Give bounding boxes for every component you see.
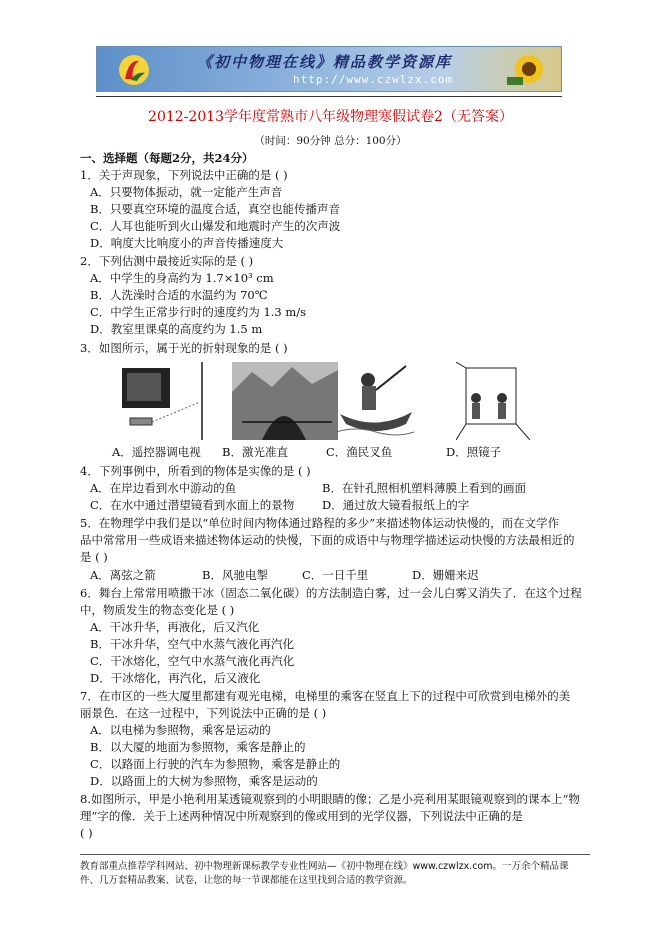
document-title: 2012-2013学年度常熟市八年级物理寒假试卷2（无答案） — [148, 109, 513, 125]
question-1-option-c: C．人耳也能听到火山爆发和地震时产生的次声波 — [90, 219, 341, 233]
question-7-line-1: 7．在市区的一些大厦里都建有观光电梯，电梯里的乘客在竖直上下的过程中可欣赏到电梯外的美 — [80, 689, 571, 703]
question-6-option-b: B．干冰升华，空气中水蒸气液化再汽化 — [90, 637, 294, 651]
fisherman-illustration-icon — [336, 362, 414, 440]
question-6-line-1: 6．舞台上常常用喷撒干冰（固态二氧化碳）的方法制造白雾，过一会儿白雾又消失了．在这个过程 — [80, 586, 582, 600]
banner-url[interactable]: http://www.czwlzx.com — [293, 73, 454, 86]
question-6-option-a: A．干冰升华，再液化，后又汽化 — [90, 620, 260, 634]
footer-line-1: 教育部重点推荐学科网站、初中物理新课标教学专业性网站—《初中物理在线》www.czwlzx.com。一万余个精品课 — [80, 861, 569, 872]
site-logo-icon — [117, 53, 151, 87]
page-footer — [80, 860, 590, 888]
question-6-option-c: C．干冰熔化，空气中水蒸气液化再汽化 — [90, 654, 295, 668]
question-5-option-d: D．姗姗来迟 — [412, 568, 479, 582]
site-banner[interactable] — [96, 46, 562, 92]
question-5-option-a: A．离弦之箭 — [90, 568, 156, 582]
question-2-option-a: A．中学生的身高约为 1.7×10³ cm — [90, 271, 274, 285]
banner-title: 《初中物理在线》精品教学资源库 — [197, 53, 453, 71]
question-2-option-c: C．中学生正常步行时的速度约为 1.3 m/s — [90, 305, 307, 319]
question-8-line-3: ( ) — [80, 826, 93, 840]
header-divider — [96, 96, 562, 97]
section-heading: 一、选择题（每题2分，共24分） — [80, 151, 254, 165]
figure-laser-tunnel — [232, 362, 338, 440]
question-7-option-b: B．以大厦的地面为参照物，乘客是静止的 — [90, 740, 306, 754]
question-1-option-b: B．只要真空环境的温度合适，真空也能传播声音 — [90, 202, 340, 216]
question-6-option-d: D．干冰熔化，再汽化，后又液化 — [90, 671, 261, 685]
question-3-caption-a: A．遥控器调电视 — [112, 445, 201, 459]
question-2-option-d: D．教室里课桌的高度约为 1.5 m — [90, 322, 263, 336]
figure-fisherman — [336, 362, 414, 440]
question-5-line-2: 品中常常用一些成语来描述物体运动的快慢，下面的成语中与物理学描述运动快慢的方法最相近的 — [80, 533, 575, 547]
exam-meta: （时间：90分钟 总分：100分） — [254, 135, 407, 147]
question-7-line-2: 丽景色．在这一过程中，下列说法中正确的是 ( ) — [80, 706, 327, 720]
question-8-line-1: 8.如图所示，甲是小艳利用某透镜观察到的小明眼睛的像；乙是小亮利用某眼镜观察到的课本上“物 — [80, 792, 580, 806]
question-5-option-c: C．一日千里 — [302, 568, 369, 582]
tunnel-illustration-icon — [232, 362, 338, 440]
question-1-option-a: A．只要物体振动，就一定能产生声音 — [90, 185, 283, 199]
figure-mirror — [456, 362, 530, 440]
question-4-option-d: D．通过放大镜看报纸上的字 — [322, 498, 470, 512]
footer-divider — [80, 854, 590, 855]
question-3-caption-d: D．照镜子 — [446, 445, 502, 459]
tv-illustration-icon — [114, 362, 212, 440]
question-4-option-c: C．在水中通过潜望镜看到水面上的景物 — [90, 498, 295, 512]
question-7-option-a: A．以电梯为参照物，乘客是运动的 — [90, 723, 271, 737]
question-4-option-a: A．在岸边看到水中游动的鱼 — [90, 481, 237, 495]
question-4-option-b: B．在针孔照相机塑料薄膜上看到的画面 — [322, 481, 526, 495]
question-1-option-d: D．响度大比响度小的声音传播速度大 — [90, 236, 284, 250]
question-4-stem: 4．下列事例中，所看到的物体是实像的是 ( ) — [80, 464, 311, 478]
question-8-line-2: 理”字的像．关于上述两种情况中所观察到的像或用到的光学仪器，下列说法中正确的是 — [80, 809, 523, 823]
question-5-line-1: 5．在物理学中我们是以“单位时间内物体通过路程的多少”来描述物体运动快慢的，而在文学作 — [80, 516, 560, 530]
question-3-caption-b: B．激光准直 — [222, 445, 288, 459]
figure-remote-tv — [114, 362, 212, 440]
question-3-caption-c: C．渔民叉鱼 — [326, 445, 393, 459]
question-2-option-b: B．人洗澡时合适的水温约为 70℃ — [90, 288, 268, 302]
question-1-stem: 1．关于声现象，下列说法中正确的是 ( ) — [80, 168, 288, 182]
question-5-line-3: 是 ( ) — [80, 550, 108, 564]
sunflower-icon — [495, 49, 555, 91]
question-2-stem: 2．下列估测中最接近实际的是 ( ) — [80, 254, 254, 268]
footer-line-2: 件、几万套精品教案、试卷，让您的每一节课都能在这里找到合适的教学资源。 — [80, 875, 413, 886]
question-7-option-c: C．以路面上行驶的汽车为参照物，乘客是静止的 — [90, 757, 341, 771]
mirror-illustration-icon — [456, 362, 530, 440]
question-6-line-2: 中，物质发生的物态变化是 ( ) — [80, 603, 235, 617]
question-3-stem: 3．如图所示，属于光的折射现象的是 ( ) — [80, 341, 288, 355]
question-7-option-d: D．以路面上的大树为参照物，乘客是运动的 — [90, 774, 318, 788]
question-5-option-b: B．风驰电掣 — [202, 568, 268, 582]
